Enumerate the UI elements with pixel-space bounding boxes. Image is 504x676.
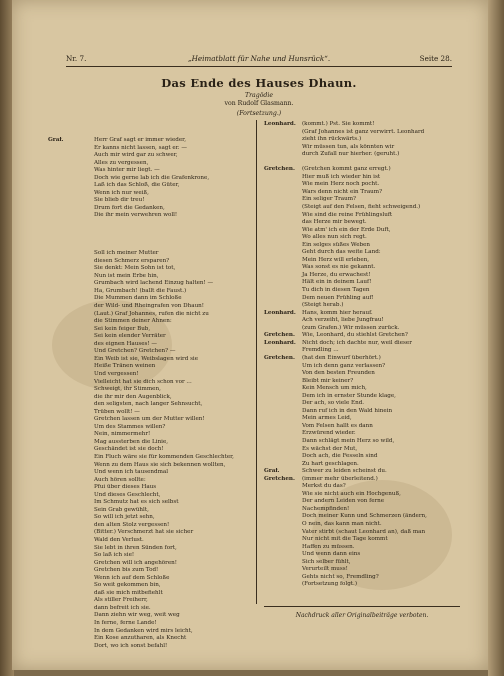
text-line xyxy=(48,167,246,175)
text-line xyxy=(264,521,460,529)
text-line xyxy=(264,574,460,582)
verse-text: So will ich jetzt sehn, xyxy=(94,514,155,521)
text-line xyxy=(48,462,246,470)
text-line xyxy=(264,581,460,589)
text-line xyxy=(264,476,460,484)
verse-text: Mein armes Leid, xyxy=(302,415,352,422)
text-line xyxy=(264,325,460,333)
verse-text: Haffen zu müssen. xyxy=(302,543,355,550)
verse-text: dann befreit ich sie. xyxy=(94,604,151,611)
verse-text: Nachempfinden! xyxy=(302,505,350,512)
text-line xyxy=(264,370,460,378)
text-line xyxy=(48,295,246,303)
verse-text: zieht ihn rückwärts.) xyxy=(302,136,362,143)
verse-text: Nun ist mein Erbe hin, xyxy=(94,272,159,279)
verse-text: Er kanns nicht lassen, sagt er. — xyxy=(94,144,187,151)
verse-text: Geschändet ist sie doch! xyxy=(94,446,164,453)
verse-text: Laß ich das Schloß, die Güter, xyxy=(94,182,180,189)
verse-text: Was hinter mir liegt. — xyxy=(94,167,160,174)
verse-text: Sich selber fühlt, xyxy=(302,558,351,565)
verse-text: Wenn zu dem Haus sie sich bekennen wollten, xyxy=(94,461,226,468)
verse-text: Doch ach, die Fesseln sind xyxy=(302,453,378,460)
verse-text: Und wenn ich tausendmal xyxy=(94,469,169,476)
verse-text: Der ach, so viele End. xyxy=(302,400,365,407)
speaker-name: Gretchen. xyxy=(264,166,295,173)
text-line xyxy=(264,551,460,559)
text-line xyxy=(264,385,460,393)
text-line xyxy=(264,204,460,212)
speaker-name: Gretchen. xyxy=(264,354,295,361)
text-line xyxy=(264,159,460,167)
verse-text: Um ich denn ganz verlassen? xyxy=(302,362,386,369)
text-line xyxy=(264,430,460,438)
text-line xyxy=(48,228,246,236)
verse-text: Auch mir wird gar zu schwer, xyxy=(94,152,178,159)
verse-text: Tu dich in diesen Tagen xyxy=(302,287,370,294)
verse-text: Schwer zu leiden scheinst du. xyxy=(302,468,387,475)
speaker-name: Graf. xyxy=(264,468,280,475)
text-line xyxy=(48,220,246,228)
text-line xyxy=(264,151,460,159)
verse-text: Pfui über dieses Haus xyxy=(94,484,157,491)
text-line xyxy=(264,181,460,189)
verse-text: Um des Stammes willen? xyxy=(94,423,166,430)
verse-text: durch Zufall nur hierher. (geruht.) xyxy=(302,151,400,158)
text-line xyxy=(48,205,246,213)
text-line xyxy=(48,175,246,183)
text-line xyxy=(48,605,246,613)
text-line xyxy=(48,190,246,198)
text-line xyxy=(48,514,246,522)
verse-text: Gretchen lassen um der Mutter willen! xyxy=(94,416,205,423)
text-line xyxy=(264,400,460,408)
verse-text: Auch hören sollte: xyxy=(94,476,146,483)
text-line xyxy=(264,393,460,401)
text-line xyxy=(264,287,460,295)
verse-text: Und Gretchen? Gretchen? — xyxy=(94,348,176,355)
verse-text: Und dieses Geschlecht, xyxy=(94,491,161,498)
text-line xyxy=(48,507,246,515)
text-line xyxy=(48,137,246,145)
text-line xyxy=(264,446,460,454)
verse-text: Es wächst der Mut, xyxy=(302,445,358,452)
text-line xyxy=(48,379,246,387)
speaker-name: Leonhard. xyxy=(264,309,296,316)
text-line xyxy=(48,446,246,454)
verse-text: Grumbach wird lachend Einzug halten! — xyxy=(94,280,214,287)
verse-text: Sie blieb dir treu! xyxy=(94,197,145,204)
verse-text: In dem Gedanken wird mirs leicht, xyxy=(94,627,193,634)
text-line xyxy=(48,575,246,583)
text-line xyxy=(264,566,460,574)
verse-text: den alten Stolz vergessen! xyxy=(94,521,170,528)
verse-text: So weit gekommen bin, xyxy=(94,582,161,589)
text-line xyxy=(264,332,460,340)
text-line xyxy=(48,250,246,258)
page-number: Seite 28. xyxy=(419,54,452,63)
text-line xyxy=(48,424,246,432)
text-line xyxy=(48,628,246,636)
verse-text: Drum fort die Gedanken, xyxy=(94,204,165,211)
text-line xyxy=(264,295,460,303)
text-line xyxy=(264,189,460,197)
verse-text: Hält ein in deinem Lauf! xyxy=(302,279,372,286)
verse-text: Doch wie gerne lab ich die Grafenkrone, xyxy=(94,174,210,181)
text-line xyxy=(48,439,246,447)
text-line xyxy=(264,423,460,431)
text-line xyxy=(48,401,246,409)
text-line xyxy=(264,453,460,461)
verse-text: In ferne, ferne Lande! xyxy=(94,620,157,626)
text-line xyxy=(48,537,246,545)
verse-text: Im Schmutz hat es sich selbst xyxy=(94,499,179,506)
verse-text: Sein Grab gewühlt, xyxy=(94,506,149,513)
verse-text: Dann ruf ich in den Wald hinein xyxy=(302,407,393,414)
verse-text: Bleibt mir keiner? xyxy=(302,377,354,384)
verse-text: Sei kein elender Verräter xyxy=(94,333,166,340)
verse-text: Dort, wo ich sonst befahl! xyxy=(94,642,168,649)
text-line xyxy=(264,363,460,371)
verse-text: Ein selges süßes Weben xyxy=(302,241,371,248)
verse-text: Verurteilt muss! xyxy=(302,566,348,573)
text-line xyxy=(48,333,246,341)
verse-text: Wald den Verlust. xyxy=(94,536,144,543)
verse-text: Von den besten Freunden xyxy=(302,370,375,377)
verse-text: Vom Felsen hallt es dann xyxy=(302,422,373,429)
text-line xyxy=(264,544,460,552)
text-line xyxy=(264,536,460,544)
text-line xyxy=(48,492,246,500)
text-line xyxy=(48,371,246,379)
verse-text: Kein Mensch um mich, xyxy=(302,385,367,392)
text-line xyxy=(264,378,460,386)
verse-text: Und wenn dann eins xyxy=(302,551,361,558)
text-line xyxy=(264,279,460,287)
verse-text: Ein Weib ist sie, Weibslagen wird sie xyxy=(94,355,199,362)
page-header xyxy=(66,54,452,66)
verse-text: Wir müssen tun, als könnten wir xyxy=(302,143,395,150)
verse-text: Gretchen will ich angehören! xyxy=(94,559,177,566)
text-line xyxy=(48,635,246,643)
text-line xyxy=(264,264,460,272)
right-column xyxy=(264,121,460,589)
continuation-note: (Fortsetzung.) xyxy=(236,110,282,117)
text-line xyxy=(48,311,246,319)
text-line xyxy=(48,567,246,575)
author-line: von Rudolf Glasmann. xyxy=(224,100,294,107)
verse-text: So laß ich sie! xyxy=(94,552,135,559)
verse-text: O nein, das kann man nicht. xyxy=(302,520,382,527)
verse-text: Sei kein feiger Bub, xyxy=(94,325,151,332)
verse-text: Gehts nicht so, Fremdling? xyxy=(302,573,379,580)
verse-text: Doch meiner Kunn und Schmerzen (ändern, xyxy=(302,513,427,520)
text-line xyxy=(48,597,246,605)
verse-text: Wenn ich auf dem Schloße xyxy=(94,574,170,581)
text-line xyxy=(264,461,460,469)
verse-text: der Wild- und Rheingrafen von Dhaun! xyxy=(94,303,205,310)
text-line xyxy=(48,235,246,243)
text-line xyxy=(48,182,246,190)
verse-text: Und vergessen! xyxy=(94,370,139,377)
text-line xyxy=(264,529,460,537)
text-line xyxy=(48,363,246,371)
header-rule xyxy=(66,66,452,67)
verse-text: (Graf Johannes ist ganz verwirrt. Leonhard xyxy=(302,128,425,135)
verse-text: Wo alles nun sich regt. xyxy=(302,234,367,241)
publication-title: „Heimatblatt für Nahe und Hunsrück“. xyxy=(187,54,331,63)
speaker-name: Gretchen. xyxy=(264,475,295,482)
verse-text: Sie lebt in ihren Sünden fort, xyxy=(94,544,177,551)
text-line xyxy=(48,612,246,620)
text-line xyxy=(264,249,460,257)
verse-text: Ein seliger Traum? xyxy=(302,196,357,203)
text-line xyxy=(264,166,460,174)
verse-text: Trüben wollt! — xyxy=(94,408,140,415)
text-line xyxy=(48,484,246,492)
text-line xyxy=(48,454,246,462)
verse-text: Soll ich meiner Mutter xyxy=(94,250,159,257)
text-line xyxy=(264,483,460,491)
verse-text: Wars denn nicht ein Traum? xyxy=(302,188,383,195)
verse-text: Erzwürend wieder. xyxy=(302,430,356,437)
text-line xyxy=(48,469,246,477)
text-line xyxy=(48,529,246,537)
text-line xyxy=(48,258,246,266)
verse-text: (Bitter.) Verschmerzt hat sie sicher xyxy=(94,529,194,536)
reprint-notice: Nachdruck aller Originalbeiträge verboten. xyxy=(295,612,429,619)
column-divider xyxy=(256,120,257,604)
text-line xyxy=(264,408,460,416)
text-line xyxy=(264,498,460,506)
verse-text: Ja Herze, du erwachest! xyxy=(302,271,371,278)
verse-text: Wie sie nicht auch ein Hochgenuß, xyxy=(302,490,401,497)
text-line xyxy=(48,620,246,628)
text-line xyxy=(264,174,460,182)
text-line xyxy=(264,219,460,227)
text-line xyxy=(264,317,460,325)
verse-text: Vielleicht hat sie dich schon vor ... xyxy=(94,378,192,385)
text-line xyxy=(48,552,246,560)
text-line xyxy=(48,326,246,334)
text-line xyxy=(264,513,460,521)
text-line xyxy=(264,302,460,310)
text-line xyxy=(48,160,246,168)
text-line xyxy=(264,121,460,129)
text-line xyxy=(48,280,246,288)
text-line xyxy=(264,212,460,220)
text-line xyxy=(48,643,246,651)
verse-text: Hier muß ich wieder hin ist xyxy=(302,173,381,180)
text-line xyxy=(48,545,246,553)
verse-text: Wie mein Herz noch pocht. xyxy=(302,181,380,188)
verse-text: Ein Kose anzutharen, als Knecht xyxy=(94,635,187,642)
verse-text: Dann ziehn wir weg, weit weg xyxy=(94,612,180,619)
text-line xyxy=(264,491,460,499)
text-line xyxy=(48,152,246,160)
text-line xyxy=(48,522,246,530)
text-line xyxy=(48,197,246,205)
verse-text: (Gretchen kommt ganz erregt.) xyxy=(302,166,391,173)
verse-text: Als stiller Freiherr, xyxy=(94,597,148,604)
verse-text: des eignen Hauses! — xyxy=(94,340,158,347)
text-line xyxy=(48,348,246,356)
text-line xyxy=(264,468,460,476)
verse-text: (Fortsetzung folgt.) xyxy=(302,581,358,588)
verse-text: Merkst du das? xyxy=(302,483,346,490)
speaker-name: Leonhard. xyxy=(264,121,296,127)
issue-number: Nr. 7. xyxy=(66,54,87,63)
text-line xyxy=(48,409,246,417)
verse-text: (Laut.) Graf Johannes, rufen die nicht zu xyxy=(94,310,209,317)
genre-line: Tragödie xyxy=(244,92,274,99)
verse-text: das Herze mir bewegt. xyxy=(302,219,367,226)
verse-text: Heiße Tränen weinen xyxy=(94,363,156,370)
text-line xyxy=(264,340,460,348)
page-edge xyxy=(488,0,504,676)
verse-text: Der andern Leiden von ferne xyxy=(302,498,385,505)
verse-text: Wenn ich nur weiß, xyxy=(94,189,149,196)
text-line xyxy=(48,477,246,485)
left-column xyxy=(48,137,246,650)
verse-text: (Steigt auf den Felsen, fieht schweigend.) xyxy=(302,204,421,211)
verse-text: Wie atm' ich ein der Erde Duft, xyxy=(302,226,391,233)
text-line xyxy=(48,273,246,281)
verse-text: daß sie mich mitbefiehlt xyxy=(94,589,163,596)
verse-text: Dann schlägt mein Herz so wild, xyxy=(302,437,395,444)
text-line xyxy=(48,288,246,296)
text-line xyxy=(48,590,246,598)
verse-text: Nein, nimmermehr! xyxy=(94,431,151,438)
text-line xyxy=(48,341,246,349)
text-line xyxy=(48,303,246,311)
verse-text: Geht durch das weite Land: xyxy=(302,249,381,256)
verse-text: Dem ich in ernster Stunde klage, xyxy=(302,392,396,399)
verse-text: Mag aussterben die Linie, xyxy=(94,438,169,445)
verse-text: Ha, Grumbach! (ballt die Faust.) xyxy=(94,287,187,294)
text-line xyxy=(264,136,460,144)
verse-text: Was sonst es nie gekannt. xyxy=(302,264,376,271)
verse-text: Die ihr mein verwehren woll! xyxy=(94,212,178,219)
text-line xyxy=(264,438,460,446)
text-line xyxy=(48,394,246,402)
verse-text: Dem neuen Frühling auf! xyxy=(302,294,374,301)
verse-text: (zum Grafen.) Wir müssen zurück. xyxy=(302,324,400,331)
speaker-name: Leonhard. xyxy=(264,339,296,346)
verse-text: Zu hart geschlagen. xyxy=(302,460,359,467)
text-line xyxy=(264,559,460,567)
verse-text: Die Mummen dann im Schloße xyxy=(94,295,182,302)
text-line xyxy=(264,227,460,235)
text-line xyxy=(264,347,460,355)
verse-text: Alles zu vergessen, xyxy=(94,159,149,166)
text-line xyxy=(48,212,246,220)
text-line xyxy=(48,386,246,394)
verse-text: (Steigt herab.) xyxy=(302,302,344,309)
verse-text: Nur nicht mit die Tage kommt xyxy=(302,536,388,543)
article-title: Das Ende des Hauses Dhaun. xyxy=(161,76,357,90)
text-line xyxy=(264,506,460,514)
text-line xyxy=(264,144,460,152)
text-line xyxy=(48,145,246,153)
verse-text: (kommt.) Pst. Sie kommt! xyxy=(302,121,375,127)
text-line xyxy=(48,560,246,568)
verse-text: (immer mehr überleitend.) xyxy=(302,475,378,482)
verse-text: Nicht doch; ich dachte nur, weil dieser xyxy=(302,339,412,346)
verse-text: Mein Herz will erleben, xyxy=(302,256,370,263)
endnote-rule xyxy=(264,606,460,607)
verse-text: Sie denkt: Mein Sohn ist tot, xyxy=(94,265,176,272)
verse-text: Herr Graf sagt er immer wieder, xyxy=(94,137,186,143)
verse-text: diesen Schmerz ersparen? xyxy=(94,257,170,264)
verse-text: Wie sind die reine Frühlingsluft xyxy=(302,211,393,218)
verse-text: die ihr mir den Augenblick, xyxy=(94,393,172,400)
text-line xyxy=(264,355,460,363)
text-line xyxy=(264,272,460,280)
verse-text: Ach verzeiht, liebe Jungfrau! xyxy=(302,317,384,324)
text-line xyxy=(48,318,246,326)
speaker-name: Graf. xyxy=(48,137,64,143)
verse-text: (hat den Einwurf überhört.) xyxy=(302,354,381,361)
verse-text: Wie, Leonhard, du stiehlst Gretchen? xyxy=(302,332,408,339)
text-line xyxy=(48,265,246,273)
text-line xyxy=(48,582,246,590)
verse-text: Ein Fluch wäre sie für kommenden Geschlechter, xyxy=(94,453,234,460)
text-line xyxy=(264,129,460,137)
text-line xyxy=(264,242,460,250)
text-line xyxy=(48,416,246,424)
text-line xyxy=(264,196,460,204)
verse-text: Fremdling ... xyxy=(302,347,339,354)
text-line xyxy=(48,356,246,364)
text-line xyxy=(48,243,246,251)
text-line xyxy=(264,310,460,318)
text-line xyxy=(48,499,246,507)
verse-text: Schweigt, ihr Stimmen, xyxy=(94,386,161,393)
verse-text: Hans, komm hier herauf. xyxy=(302,309,373,316)
text-line xyxy=(264,234,460,242)
text-line xyxy=(264,257,460,265)
verse-text: den seligsten, nach langer Sehnsucht, xyxy=(94,401,203,408)
verse-text: die Stimmen deiner Ahnen: xyxy=(94,318,172,325)
text-line xyxy=(264,415,460,423)
text-line xyxy=(48,431,246,439)
verse-text: Gretchen bis zum Tod! xyxy=(94,567,159,574)
verse-text: Vater stirbt (schaut Leonhard an), daß man xyxy=(302,528,426,535)
speaker-name: Gretchen. xyxy=(264,332,295,339)
